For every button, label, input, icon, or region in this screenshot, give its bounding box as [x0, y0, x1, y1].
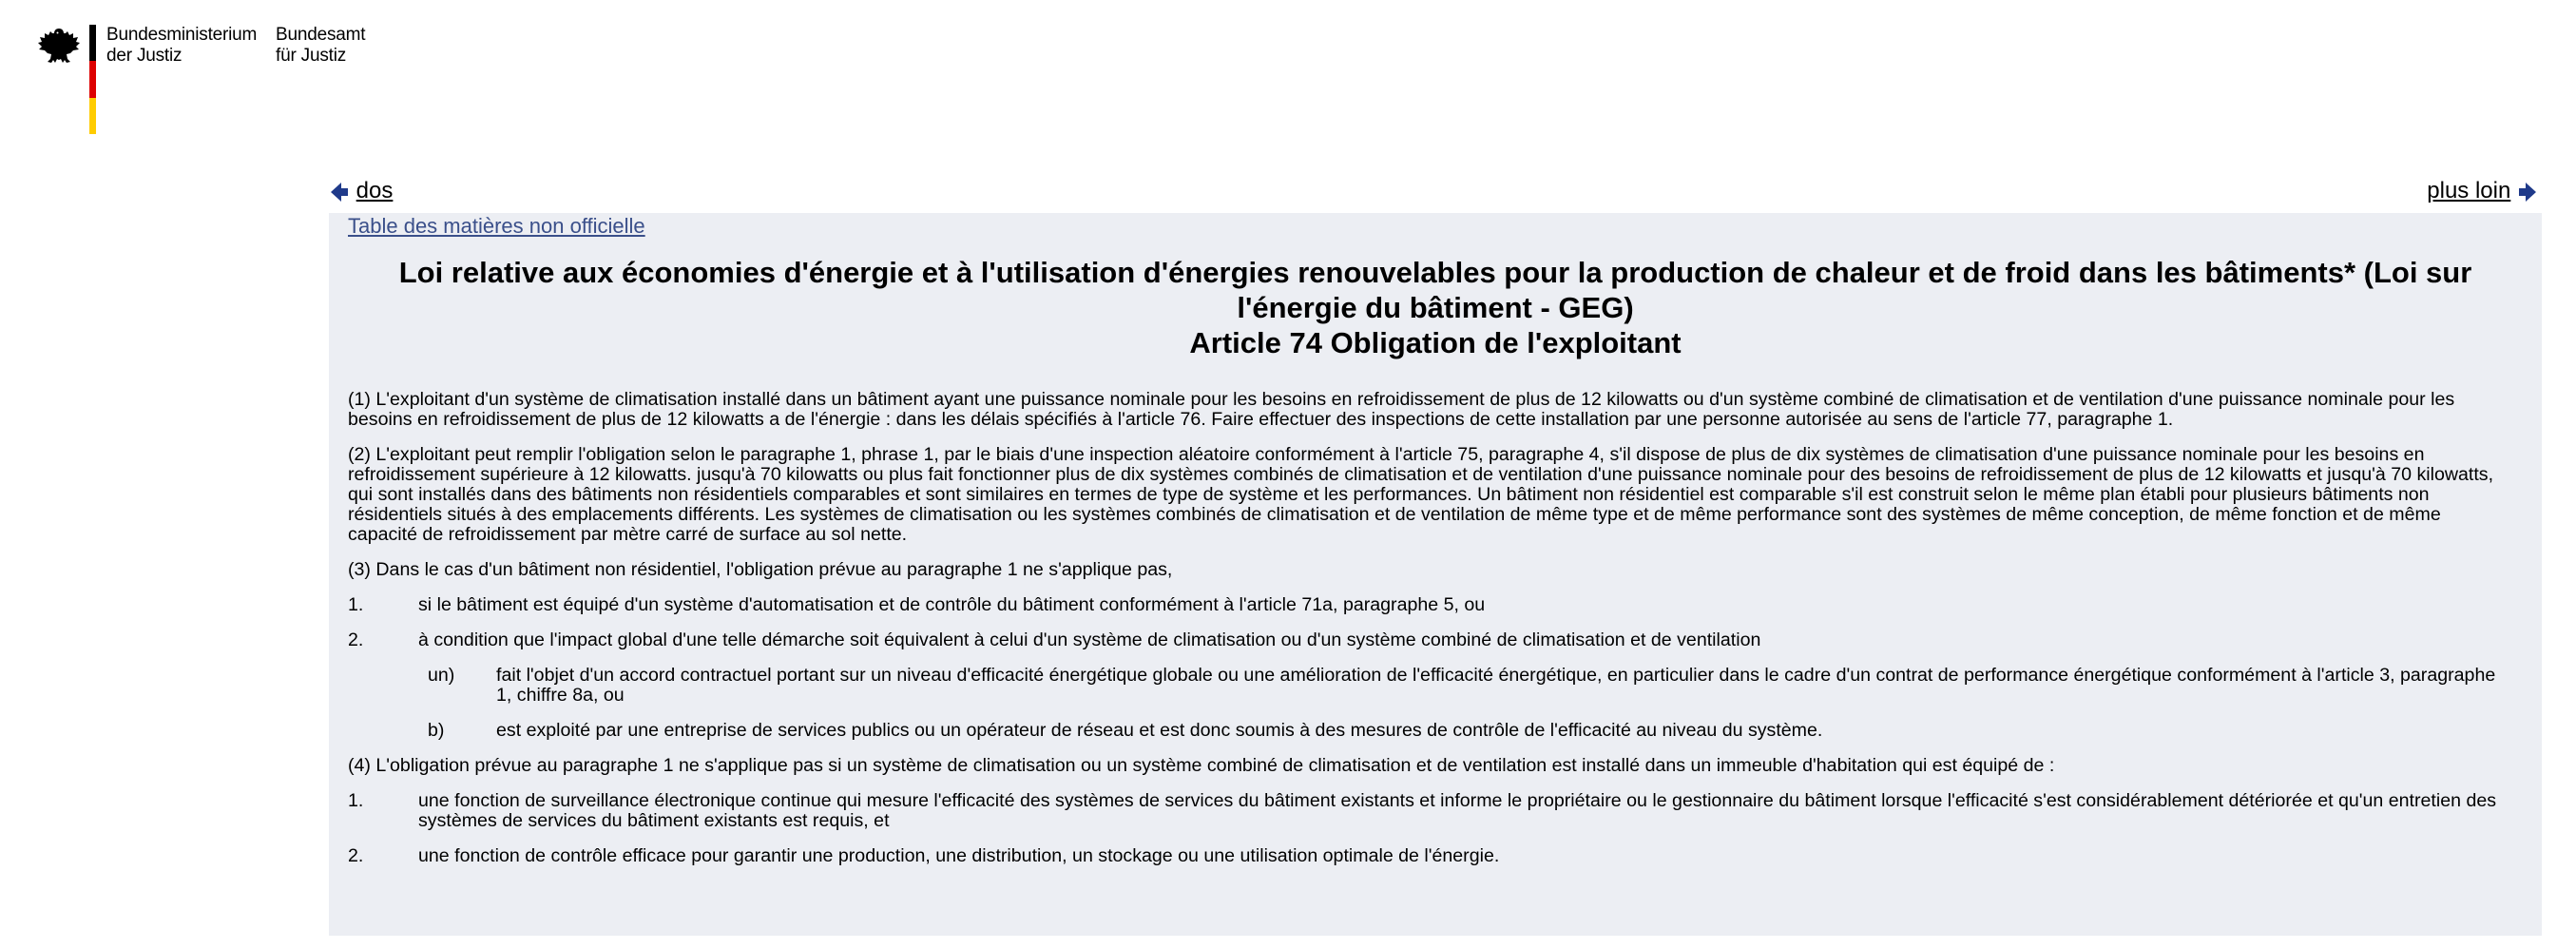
sub-list-item-number: un)	[428, 665, 455, 686]
list-item-number: 1.	[348, 594, 364, 615]
forward-link[interactable]: plus loin	[2427, 178, 2511, 203]
list-item	[348, 595, 2506, 615]
paragraph-1: (1) L'exploitant d'un système de climatisation installé dans un bâtiment ayant une puissance nominale pour les besoins en refroidissement de plus de 12 kilowatts ou d'un système combiné de climatisation et de ventilation d'une puissance nominale pour les besoins en refroidissement de plus de 12 kilowatts a de l'énergie : dans les délais spécifiés à l'article 76. Faire effectuer des inspections de cette installation par une personne autorisée au sens de l'article 77, paragraphe 1.	[348, 389, 2455, 430]
back-link[interactable]: dos	[356, 178, 394, 203]
article-body	[348, 390, 2506, 881]
sub-list-item	[428, 721, 2506, 741]
list-item-number: 1.	[348, 790, 364, 811]
paragraph-2: (2) L'exploitant peut remplir l'obligation selon le paragraphe 1, phrase 1, par le biais d'une inspection aléatoire conformément à l'article 75, paragraphe 4, s'il dispose de plus de dix systèmes de climatisation d'une puissance nominale pour les besoins en refroidissement supérieure à 12 kilowatts. jusqu'à 70 kilowatts ou plus fait fonctionner plus de dix systèmes combinés de climatisation et de ventilation d'une puissance nominale pour des besoins de refroidissement de plus de 12 kilowatts et jusqu'à 70 kilowatts, qui sont installés dans des bâtiments non résidentiels comparables et sont similaires en termes de type de système et les performances. Un bâtiment non résidentiel est comparable s'il est construit selon le même plan établi pour plusieurs bâtiments non résidentiels situés à des emplacements différents. Les systèmes de climatisation ou les systèmes combinés de climatisation et de ventilation de même type et de même performance sont des systèmes de même conception, de même fonction et de même capacité de refroidissement par mètre carré de surface au sol nette.	[348, 444, 2494, 545]
ministry-name-line1: Bundesministerium	[106, 25, 258, 45]
office-name-line1: Bundesamt	[276, 25, 366, 45]
paragraph-3: (3) Dans le cas d'un bâtiment non résidentiel, l'obligation prévue au paragraphe 1 ne s'applique pas,	[348, 559, 1173, 580]
sub-list-item	[428, 666, 2506, 706]
federal-eagle-icon	[36, 25, 82, 70]
arrow-left-icon	[329, 181, 350, 203]
list-item	[348, 791, 2506, 831]
office-name	[276, 25, 365, 67]
ministry-name	[106, 25, 257, 67]
nav-back[interactable]	[329, 177, 393, 205]
german-flag-bar	[89, 25, 96, 134]
sub-list-item-number: b)	[428, 720, 445, 741]
arrow-right-icon	[2517, 181, 2538, 203]
flag-black	[89, 25, 96, 61]
ministry-logo	[36, 25, 416, 139]
list-item	[348, 846, 2506, 866]
list-item-number: 2.	[348, 845, 364, 866]
law-title	[348, 255, 2523, 360]
flag-red	[89, 61, 96, 97]
law-title-line2: l'énergie du bâtiment - GEG)	[1237, 291, 1634, 324]
list-item-number: 2.	[348, 629, 364, 650]
article-title: Article 74 Obligation de l'exploitant	[1189, 326, 1682, 359]
list-item-text: une fonction de surveillance électronique continue qui mesure l'efficacité des systèmes de services du bâtiment existants et informe le propriétaire ou le gestionnaire du bâtiment lorsque l'efficacité s'est considérablement détériorée et qu'un entretien des systèmes de services du bâtiment existants est requis, et	[418, 790, 2497, 831]
paragraph-4: (4) L'obligation prévue au paragraphe 1 ne s'applique pas si un système de climatisation ou un système combiné de climatisation et de ventilation est installé dans un immeuble d'habitation qui est équipé de :	[348, 755, 2055, 776]
sub-list-item-text: est exploité par une entreprise de services publics ou un opérateur de réseau et est donc soumis à des mesures de contrôle de l'efficacité au niveau du système.	[496, 720, 1823, 741]
list-item	[348, 630, 2506, 650]
office-name-line2: für Justiz	[276, 46, 347, 66]
ministry-name-line2: der Justiz	[106, 46, 183, 66]
list-item-text: une fonction de contrôle efficace pour garantir une production, une distribution, un stockage ou une utilisation optimale de l'énergie.	[418, 845, 1500, 866]
sub-list-item-text: fait l'objet d'un accord contractuel portant sur un niveau d'efficacité énergétique globale ou une amélioration de l'efficacité énergétique, en particulier dans le cadre d'un contrat de performance énergétique conformément à l'article 3, paragraphe 1, chiffre 8a, ou	[496, 665, 2496, 706]
nav-forward[interactable]	[2427, 177, 2538, 205]
toc-link[interactable]: Table des matières non officielle	[348, 214, 645, 238]
law-title-line1: Loi relative aux économies d'énergie et à l'utilisation d'énergies renouvelables pour la production de chaleur et de froid dans les bâtiments* (Loi sur	[398, 256, 2472, 289]
content-panel	[329, 213, 2542, 936]
list-item-text: à condition que l'impact global d'une telle démarche soit équivalent à celui d'un système de climatisation ou d'un système combiné de climatisation et de ventilation	[418, 629, 1761, 650]
flag-gold	[89, 98, 96, 134]
list-item-text: si le bâtiment est équipé d'un système d'automatisation et de contrôle du bâtiment conformément à l'article 71a, paragraphe 5, ou	[418, 594, 1486, 615]
